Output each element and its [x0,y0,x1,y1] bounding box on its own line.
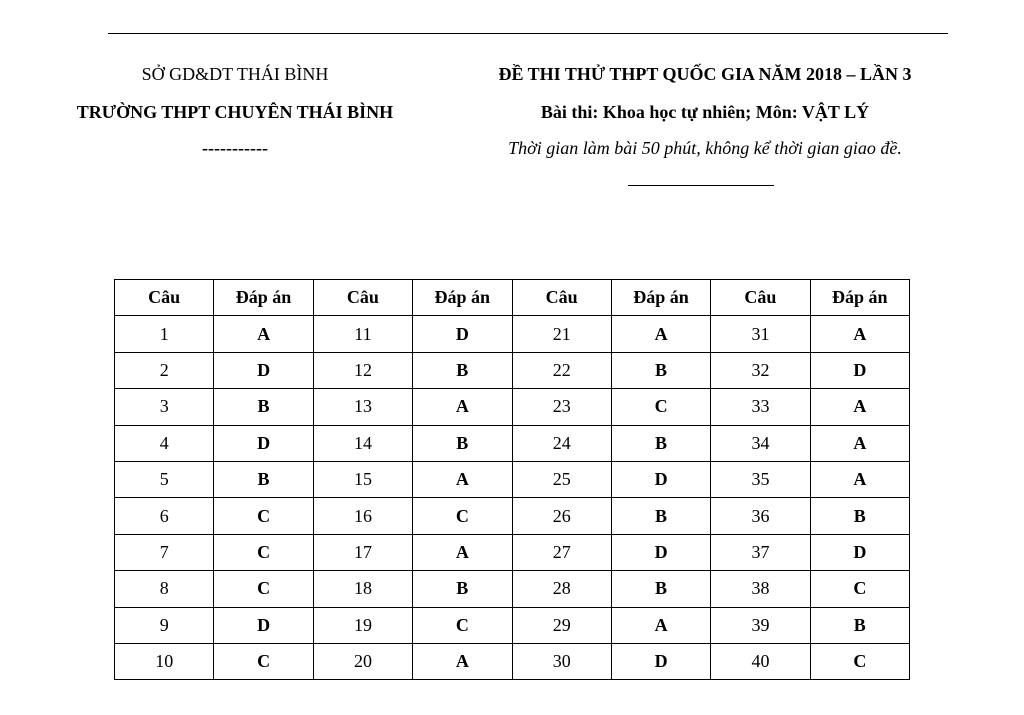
question-number-cell: 34 [711,425,810,461]
header-answer-3: Đáp án [611,280,710,316]
answer-cell: A [810,316,909,352]
answer-cell: B [214,389,313,425]
question-number-cell: 39 [711,607,810,643]
question-number-cell: 28 [512,571,611,607]
answer-cell: C [214,643,313,679]
answer-cell: D [810,534,909,570]
answer-cell: B [611,498,710,534]
question-number-cell: 40 [711,643,810,679]
question-number-cell: 21 [512,316,611,352]
exam-time-note: Thời gian làm bài 50 phút, không kể thời gian giao đề. [508,138,902,158]
answer-cell: B [611,425,710,461]
answer-cell: C [611,389,710,425]
header-dashes: ----------- [202,138,268,158]
question-number-cell: 11 [313,316,412,352]
header-question-1: Câu [115,280,214,316]
department-name: SỞ GD&DT THÁI BÌNH [141,64,329,84]
answer-cell: C [413,498,512,534]
answer-cell: A [413,389,512,425]
header-underline [628,185,774,186]
question-number-cell: 30 [512,643,611,679]
answer-cell: A [413,643,512,679]
header-question-2: Câu [313,280,412,316]
answer-cell: A [810,461,909,497]
question-number-cell: 25 [512,461,611,497]
question-number-cell: 3 [115,389,214,425]
question-number-cell: 18 [313,571,412,607]
answer-cell: C [214,534,313,570]
answer-table-body [115,316,910,680]
question-number-cell: 27 [512,534,611,570]
answer-cell: A [611,607,710,643]
table-row [115,571,910,607]
answer-cell: A [810,389,909,425]
answer-cell: A [214,316,313,352]
question-number-cell: 36 [711,498,810,534]
question-number-cell: 16 [313,498,412,534]
answer-key-table [114,279,910,680]
answer-cell: B [810,498,909,534]
header-answer-2: Đáp án [413,280,512,316]
header-answer-1: Đáp án [214,280,313,316]
header-question-4: Câu [711,280,810,316]
answer-cell: C [810,643,909,679]
answer-cell: D [214,607,313,643]
question-number-cell: 10 [115,643,214,679]
question-number-cell: 22 [512,352,611,388]
question-number-cell: 17 [313,534,412,570]
question-number-cell: 35 [711,461,810,497]
question-number-cell: 9 [115,607,214,643]
table-row [115,316,910,352]
question-number-cell: 4 [115,425,214,461]
answer-cell: C [413,607,512,643]
answer-cell: B [611,352,710,388]
answer-cell: B [413,425,512,461]
answer-cell: A [413,534,512,570]
question-number-cell: 1 [115,316,214,352]
table-row [115,607,910,643]
exam-subject: Bài thi: Khoa học tự nhiên; Môn: VẬT LÝ [540,102,870,122]
table-row [115,498,910,534]
table-header-row [115,280,910,316]
answer-cell: D [611,643,710,679]
answer-cell: B [611,571,710,607]
question-number-cell: 15 [313,461,412,497]
answer-cell: D [810,352,909,388]
exam-title: ĐỀ THI THỬ THPT QUỐC GIA NĂM 2018 – LẦN 3 [498,64,912,84]
answer-cell: C [810,571,909,607]
question-number-cell: 14 [313,425,412,461]
school-name: TRƯỜNG THPT CHUYÊN THÁI BÌNH [76,102,394,122]
question-number-cell: 19 [313,607,412,643]
table-row [115,643,910,679]
answer-cell: A [810,425,909,461]
question-number-cell: 2 [115,352,214,388]
header-question-3: Câu [512,280,611,316]
table-row [115,534,910,570]
answer-cell: D [611,461,710,497]
question-number-cell: 20 [313,643,412,679]
question-number-cell: 8 [115,571,214,607]
answer-cell: B [413,571,512,607]
table-row [115,352,910,388]
table-row [115,389,910,425]
answer-cell: D [611,534,710,570]
question-number-cell: 5 [115,461,214,497]
question-number-cell: 24 [512,425,611,461]
question-number-cell: 31 [711,316,810,352]
answer-cell: A [413,461,512,497]
question-number-cell: 13 [313,389,412,425]
top-rule [108,33,948,34]
question-number-cell: 23 [512,389,611,425]
question-number-cell: 29 [512,607,611,643]
question-number-cell: 6 [115,498,214,534]
question-number-cell: 38 [711,571,810,607]
question-number-cell: 26 [512,498,611,534]
question-number-cell: 33 [711,389,810,425]
answer-cell: B [214,461,313,497]
answer-cell: B [810,607,909,643]
question-number-cell: 37 [711,534,810,570]
table-row [115,425,910,461]
answer-cell: B [413,352,512,388]
answer-cell: D [413,316,512,352]
question-number-cell: 12 [313,352,412,388]
question-number-cell: 32 [711,352,810,388]
question-number-cell: 7 [115,534,214,570]
answer-cell: C [214,571,313,607]
answer-cell: A [611,316,710,352]
answer-cell: D [214,352,313,388]
answer-cell: D [214,425,313,461]
answer-cell: C [214,498,313,534]
header-answer-4: Đáp án [810,280,909,316]
table-row [115,461,910,497]
